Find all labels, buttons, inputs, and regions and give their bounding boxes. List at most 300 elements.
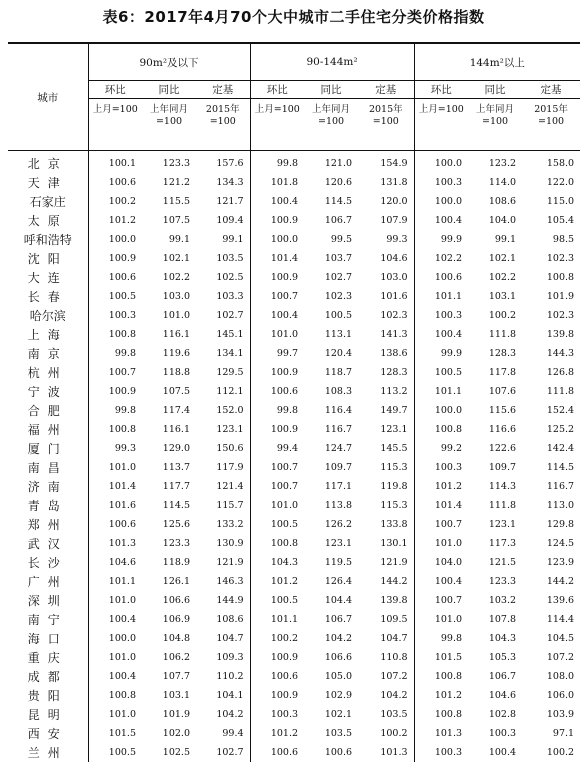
value-cell: 102.2: [468, 268, 522, 287]
value-cell: 101.4: [88, 477, 142, 496]
value-cell: 100.8: [250, 534, 304, 553]
value-cell: 101.2: [250, 572, 304, 591]
value-cell: 101.0: [88, 705, 142, 724]
value-cell: 104.6: [88, 553, 142, 572]
value-cell: 129.5: [196, 363, 250, 382]
value-cell: 104.4: [304, 591, 358, 610]
subhead-base: 定基: [522, 81, 580, 99]
value-cell: 114.5: [522, 458, 580, 477]
value-cell: 138.6: [358, 344, 414, 363]
value-cell: 102.9: [304, 686, 358, 705]
value-cell: 100.8: [522, 268, 580, 287]
city-name-cell: 武汉: [8, 534, 88, 553]
value-cell: 101.1: [88, 572, 142, 591]
table-row: [8, 306, 580, 325]
city-name-cell: 兰州: [8, 743, 88, 762]
value-cell: 110.2: [196, 667, 250, 686]
value-cell: 100.0: [414, 151, 468, 174]
value-cell: 103.9: [522, 705, 580, 724]
table-row: [8, 515, 580, 534]
value-cell: 100.8: [414, 420, 468, 439]
value-cell: 101.1: [414, 382, 468, 401]
value-cell: 100.5: [250, 591, 304, 610]
value-cell: 99.3: [88, 439, 142, 458]
value-cell: 123.1: [468, 515, 522, 534]
value-cell: 103.0: [358, 268, 414, 287]
table-row: [8, 553, 580, 572]
value-cell: 115.3: [358, 496, 414, 515]
city-name-cell: 呼和浩特: [8, 230, 88, 249]
value-cell: 118.8: [142, 363, 196, 382]
value-cell: 121.7: [196, 192, 250, 211]
city-name-cell: 青岛: [8, 496, 88, 515]
value-cell: 102.3: [358, 306, 414, 325]
value-cell: 115.7: [196, 496, 250, 515]
value-cell: 101.4: [414, 496, 468, 515]
value-cell: 106.9: [142, 610, 196, 629]
value-cell: 139.8: [522, 325, 580, 344]
value-cell: 107.5: [142, 211, 196, 230]
value-cell: 101.0: [88, 458, 142, 477]
value-cell: 107.7: [142, 667, 196, 686]
table-row: [8, 610, 580, 629]
value-cell: 100.6: [250, 667, 304, 686]
value-cell: 104.6: [468, 686, 522, 705]
table-row: [8, 477, 580, 496]
city-name-cell: 济南: [8, 477, 88, 496]
city-name-cell: 西安: [8, 724, 88, 743]
value-cell: 102.1: [142, 249, 196, 268]
value-cell: 100.4: [414, 325, 468, 344]
value-cell: 100.4: [468, 743, 522, 762]
value-cell: 121.4: [196, 477, 250, 496]
value-cell: 109.4: [196, 211, 250, 230]
value-cell: 108.6: [468, 192, 522, 211]
value-cell: 104.1: [196, 686, 250, 705]
value-cell: 99.1: [468, 230, 522, 249]
value-cell: 100.9: [250, 648, 304, 667]
base-2015: 2015年=100: [196, 99, 250, 151]
table-row: [8, 591, 580, 610]
value-cell: 99.8: [414, 629, 468, 648]
value-cell: 100.9: [250, 363, 304, 382]
value-cell: 152.4: [522, 401, 580, 420]
value-cell: 123.2: [468, 151, 522, 174]
value-cell: 104.7: [358, 629, 414, 648]
value-cell: 123.9: [522, 553, 580, 572]
value-cell: 111.8: [468, 325, 522, 344]
subhead-yoy: 同比: [304, 81, 358, 99]
city-name-cell: 南京: [8, 344, 88, 363]
city-name-cell: 大连: [8, 268, 88, 287]
value-cell: 103.7: [304, 249, 358, 268]
value-cell: 103.3: [196, 287, 250, 306]
value-cell: 102.3: [522, 306, 580, 325]
table-row: [8, 667, 580, 686]
value-cell: 103.0: [142, 287, 196, 306]
table-row: [8, 268, 580, 287]
base-prev-year: 上年同月=100: [304, 99, 358, 151]
value-cell: 100.8: [414, 667, 468, 686]
city-column-header: 城市: [8, 44, 88, 151]
value-cell: 119.6: [142, 344, 196, 363]
value-cell: 121.9: [358, 553, 414, 572]
value-cell: 133.2: [196, 515, 250, 534]
value-cell: 126.4: [304, 572, 358, 591]
value-cell: 100.5: [250, 515, 304, 534]
value-cell: 100.1: [88, 151, 142, 174]
value-cell: 121.9: [196, 553, 250, 572]
value-cell: 126.8: [522, 363, 580, 382]
value-cell: 100.9: [250, 211, 304, 230]
value-cell: 104.7: [196, 629, 250, 648]
value-cell: 117.8: [468, 363, 522, 382]
city-name-cell: 上海: [8, 325, 88, 344]
value-cell: 100.2: [468, 306, 522, 325]
table-row: [8, 151, 580, 174]
value-cell: 101.5: [414, 648, 468, 667]
value-cell: 100.7: [414, 515, 468, 534]
value-cell: 101.2: [414, 477, 468, 496]
city-name-cell: 宁波: [8, 382, 88, 401]
value-cell: 116.1: [142, 420, 196, 439]
value-cell: 107.6: [468, 382, 522, 401]
value-cell: 150.6: [196, 439, 250, 458]
base-prev-year: 上年同月=100: [468, 99, 522, 151]
value-cell: 109.5: [358, 610, 414, 629]
value-cell: 100.8: [414, 705, 468, 724]
value-cell: 108.6: [196, 610, 250, 629]
value-cell: 100.3: [414, 306, 468, 325]
table-row: [8, 173, 580, 192]
city-name-cell: 天津: [8, 173, 88, 192]
value-cell: 117.1: [304, 477, 358, 496]
value-cell: 99.4: [250, 439, 304, 458]
value-cell: 113.0: [522, 496, 580, 515]
value-cell: 118.9: [142, 553, 196, 572]
value-cell: 110.8: [358, 648, 414, 667]
city-name-cell: 深圳: [8, 591, 88, 610]
value-cell: 106.0: [522, 686, 580, 705]
group-header-large: 144m²以上: [414, 44, 580, 81]
value-cell: 100.4: [250, 192, 304, 211]
value-cell: 100.5: [88, 743, 142, 762]
value-cell: 100.9: [250, 268, 304, 287]
base-prev-month: 上月=100: [88, 99, 142, 151]
city-name-cell: 厦门: [8, 439, 88, 458]
city-name-cell: 海口: [8, 629, 88, 648]
value-cell: 100.7: [414, 591, 468, 610]
value-cell: 141.3: [358, 325, 414, 344]
value-cell: 116.4: [304, 401, 358, 420]
table-row: [8, 705, 580, 724]
value-cell: 102.1: [304, 705, 358, 724]
value-cell: 139.8: [358, 591, 414, 610]
value-cell: 117.3: [468, 534, 522, 553]
value-cell: 125.2: [522, 420, 580, 439]
value-cell: 100.0: [250, 230, 304, 249]
price-index-table: [8, 44, 580, 762]
value-cell: 100.9: [250, 686, 304, 705]
city-name-cell: 长沙: [8, 553, 88, 572]
base-prev-month: 上月=100: [414, 99, 468, 151]
value-cell: 115.6: [468, 401, 522, 420]
value-cell: 104.8: [142, 629, 196, 648]
value-cell: 113.8: [304, 496, 358, 515]
value-cell: 144.3: [522, 344, 580, 363]
value-cell: 113.1: [304, 325, 358, 344]
value-cell: 102.7: [196, 306, 250, 325]
value-cell: 128.3: [358, 363, 414, 382]
value-cell: 100.6: [88, 268, 142, 287]
value-cell: 101.4: [250, 249, 304, 268]
value-cell: 115.0: [522, 192, 580, 211]
city-name-cell: 杭州: [8, 363, 88, 382]
value-cell: 116.6: [468, 420, 522, 439]
city-name-cell: 成都: [8, 667, 88, 686]
table-row: [8, 325, 580, 344]
value-cell: 121.5: [468, 553, 522, 572]
value-cell: 119.5: [304, 553, 358, 572]
value-cell: 106.6: [304, 648, 358, 667]
table-row: [8, 648, 580, 667]
value-cell: 103.5: [304, 724, 358, 743]
value-cell: 100.4: [414, 572, 468, 591]
value-cell: 100.4: [88, 667, 142, 686]
value-cell: 101.2: [250, 724, 304, 743]
value-cell: 101.0: [414, 534, 468, 553]
value-cell: 106.2: [142, 648, 196, 667]
value-cell: 144.2: [358, 572, 414, 591]
value-cell: 100.6: [414, 268, 468, 287]
value-cell: 101.0: [250, 496, 304, 515]
value-cell: 99.3: [358, 230, 414, 249]
value-cell: 99.1: [196, 230, 250, 249]
value-cell: 100.7: [250, 287, 304, 306]
value-cell: 152.0: [196, 401, 250, 420]
value-cell: 100.8: [88, 420, 142, 439]
value-cell: 104.6: [358, 249, 414, 268]
value-cell: 104.3: [250, 553, 304, 572]
value-cell: 133.8: [358, 515, 414, 534]
value-cell: 100.7: [250, 477, 304, 496]
subhead-mom: 环比: [88, 81, 142, 99]
value-cell: 99.9: [414, 230, 468, 249]
value-cell: 121.0: [304, 151, 358, 174]
value-cell: 99.1: [142, 230, 196, 249]
value-cell: 100.7: [88, 363, 142, 382]
value-cell: 100.3: [414, 743, 468, 762]
value-cell: 100.5: [414, 363, 468, 382]
value-cell: 104.2: [196, 705, 250, 724]
value-cell: 126.2: [304, 515, 358, 534]
table-row: [8, 743, 580, 762]
value-cell: 101.6: [358, 287, 414, 306]
value-cell: 98.5: [522, 230, 580, 249]
value-cell: 101.3: [358, 743, 414, 762]
value-cell: 101.0: [88, 591, 142, 610]
value-cell: 105.0: [304, 667, 358, 686]
value-cell: 119.8: [358, 477, 414, 496]
value-cell: 102.5: [196, 268, 250, 287]
table-row: [8, 287, 580, 306]
value-cell: 100.4: [250, 306, 304, 325]
city-name-cell: 石家庄: [8, 192, 88, 211]
value-cell: 101.0: [88, 648, 142, 667]
value-cell: 99.7: [250, 344, 304, 363]
value-cell: 109.7: [304, 458, 358, 477]
value-cell: 134.3: [196, 173, 250, 192]
base-prev-month: 上月=100: [250, 99, 304, 151]
value-cell: 100.3: [414, 458, 468, 477]
value-cell: 112.1: [196, 382, 250, 401]
value-cell: 114.0: [468, 173, 522, 192]
city-name-cell: 太原: [8, 211, 88, 230]
value-cell: 114.5: [142, 496, 196, 515]
value-cell: 123.1: [358, 420, 414, 439]
value-cell: 123.1: [196, 420, 250, 439]
value-cell: 102.7: [196, 743, 250, 762]
value-cell: 122.6: [468, 439, 522, 458]
value-cell: 101.1: [414, 287, 468, 306]
value-cell: 102.1: [468, 249, 522, 268]
table-row: [8, 211, 580, 230]
value-cell: 107.2: [522, 648, 580, 667]
city-name-cell: 广州: [8, 572, 88, 591]
value-cell: 99.8: [250, 401, 304, 420]
value-cell: 114.5: [304, 192, 358, 211]
value-cell: 102.2: [414, 249, 468, 268]
value-cell: 104.5: [522, 629, 580, 648]
value-cell: 104.2: [358, 686, 414, 705]
value-cell: 113.2: [358, 382, 414, 401]
value-cell: 99.8: [88, 401, 142, 420]
value-cell: 126.1: [142, 572, 196, 591]
base-2015: 2015年=100: [358, 99, 414, 151]
value-cell: 101.0: [414, 610, 468, 629]
value-cell: 107.9: [358, 211, 414, 230]
value-cell: 100.9: [88, 249, 142, 268]
city-name-cell: 沈阳: [8, 249, 88, 268]
city-name-cell: 郑州: [8, 515, 88, 534]
value-cell: 157.6: [196, 151, 250, 174]
city-name-cell: 重庆: [8, 648, 88, 667]
value-cell: 100.9: [88, 382, 142, 401]
base-prev-year: 上年同月=100: [142, 99, 196, 151]
value-cell: 100.2: [522, 743, 580, 762]
city-name-cell: 昆明: [8, 705, 88, 724]
table-row: [8, 458, 580, 477]
value-cell: 120.4: [304, 344, 358, 363]
value-cell: 121.2: [142, 173, 196, 192]
value-cell: 101.5: [88, 724, 142, 743]
group-header-medium: 90-144m²: [250, 44, 414, 81]
value-cell: 101.0: [142, 306, 196, 325]
value-cell: 109.3: [196, 648, 250, 667]
value-cell: 104.0: [414, 553, 468, 572]
value-cell: 116.1: [142, 325, 196, 344]
value-cell: 116.7: [304, 420, 358, 439]
value-cell: 113.7: [142, 458, 196, 477]
value-cell: 99.2: [414, 439, 468, 458]
value-cell: 100.0: [88, 230, 142, 249]
city-name-cell: 北京: [8, 151, 88, 174]
value-cell: 115.3: [358, 458, 414, 477]
value-cell: 100.3: [250, 705, 304, 724]
value-cell: 139.6: [522, 591, 580, 610]
value-cell: 118.7: [304, 363, 358, 382]
value-cell: 101.2: [88, 211, 142, 230]
value-cell: 107.2: [358, 667, 414, 686]
value-cell: 102.2: [142, 268, 196, 287]
value-cell: 144.9: [196, 591, 250, 610]
value-cell: 117.4: [142, 401, 196, 420]
value-cell: 100.4: [414, 211, 468, 230]
value-cell: 107.8: [468, 610, 522, 629]
value-cell: 100.2: [358, 724, 414, 743]
city-name-cell: 长春: [8, 287, 88, 306]
value-cell: 106.7: [304, 211, 358, 230]
value-cell: 108.0: [522, 667, 580, 686]
value-cell: 106.7: [304, 610, 358, 629]
value-cell: 120.6: [304, 173, 358, 192]
value-cell: 154.9: [358, 151, 414, 174]
city-name-cell: 南宁: [8, 610, 88, 629]
value-cell: 117.7: [142, 477, 196, 496]
value-cell: 145.1: [196, 325, 250, 344]
value-cell: 103.2: [468, 591, 522, 610]
value-cell: 104.0: [468, 211, 522, 230]
value-cell: 117.9: [196, 458, 250, 477]
value-cell: 114.3: [468, 477, 522, 496]
value-cell: 134.1: [196, 344, 250, 363]
value-cell: 106.7: [468, 667, 522, 686]
value-cell: 104.2: [304, 629, 358, 648]
table-row: [8, 496, 580, 515]
value-cell: 100.6: [88, 515, 142, 534]
value-cell: 125.6: [142, 515, 196, 534]
table-row: [8, 724, 580, 743]
value-cell: 100.3: [414, 173, 468, 192]
value-cell: 100.3: [468, 724, 522, 743]
table-row: [8, 363, 580, 382]
value-cell: 130.1: [358, 534, 414, 553]
value-cell: 158.0: [522, 151, 580, 174]
value-cell: 100.5: [304, 306, 358, 325]
value-cell: 102.0: [142, 724, 196, 743]
value-cell: 101.8: [250, 173, 304, 192]
value-cell: 144.2: [522, 572, 580, 591]
table-row: [8, 439, 580, 458]
value-cell: 114.4: [522, 610, 580, 629]
value-cell: 101.6: [88, 496, 142, 515]
value-cell: 142.4: [522, 439, 580, 458]
value-cell: 105.3: [468, 648, 522, 667]
value-cell: 101.2: [414, 686, 468, 705]
base-2015: 2015年=100: [522, 99, 580, 151]
value-cell: 103.1: [468, 287, 522, 306]
table-title: 表6：2017年4月70个大中城市二手住宅分类价格指数: [0, 6, 587, 27]
value-cell: 111.8: [468, 496, 522, 515]
value-cell: 101.9: [142, 705, 196, 724]
value-cell: 100.8: [88, 686, 142, 705]
value-cell: 102.7: [304, 268, 358, 287]
value-cell: 101.3: [414, 724, 468, 743]
value-cell: 129.8: [522, 515, 580, 534]
value-cell: 130.9: [196, 534, 250, 553]
value-cell: 102.3: [522, 249, 580, 268]
table-row: [8, 572, 580, 591]
